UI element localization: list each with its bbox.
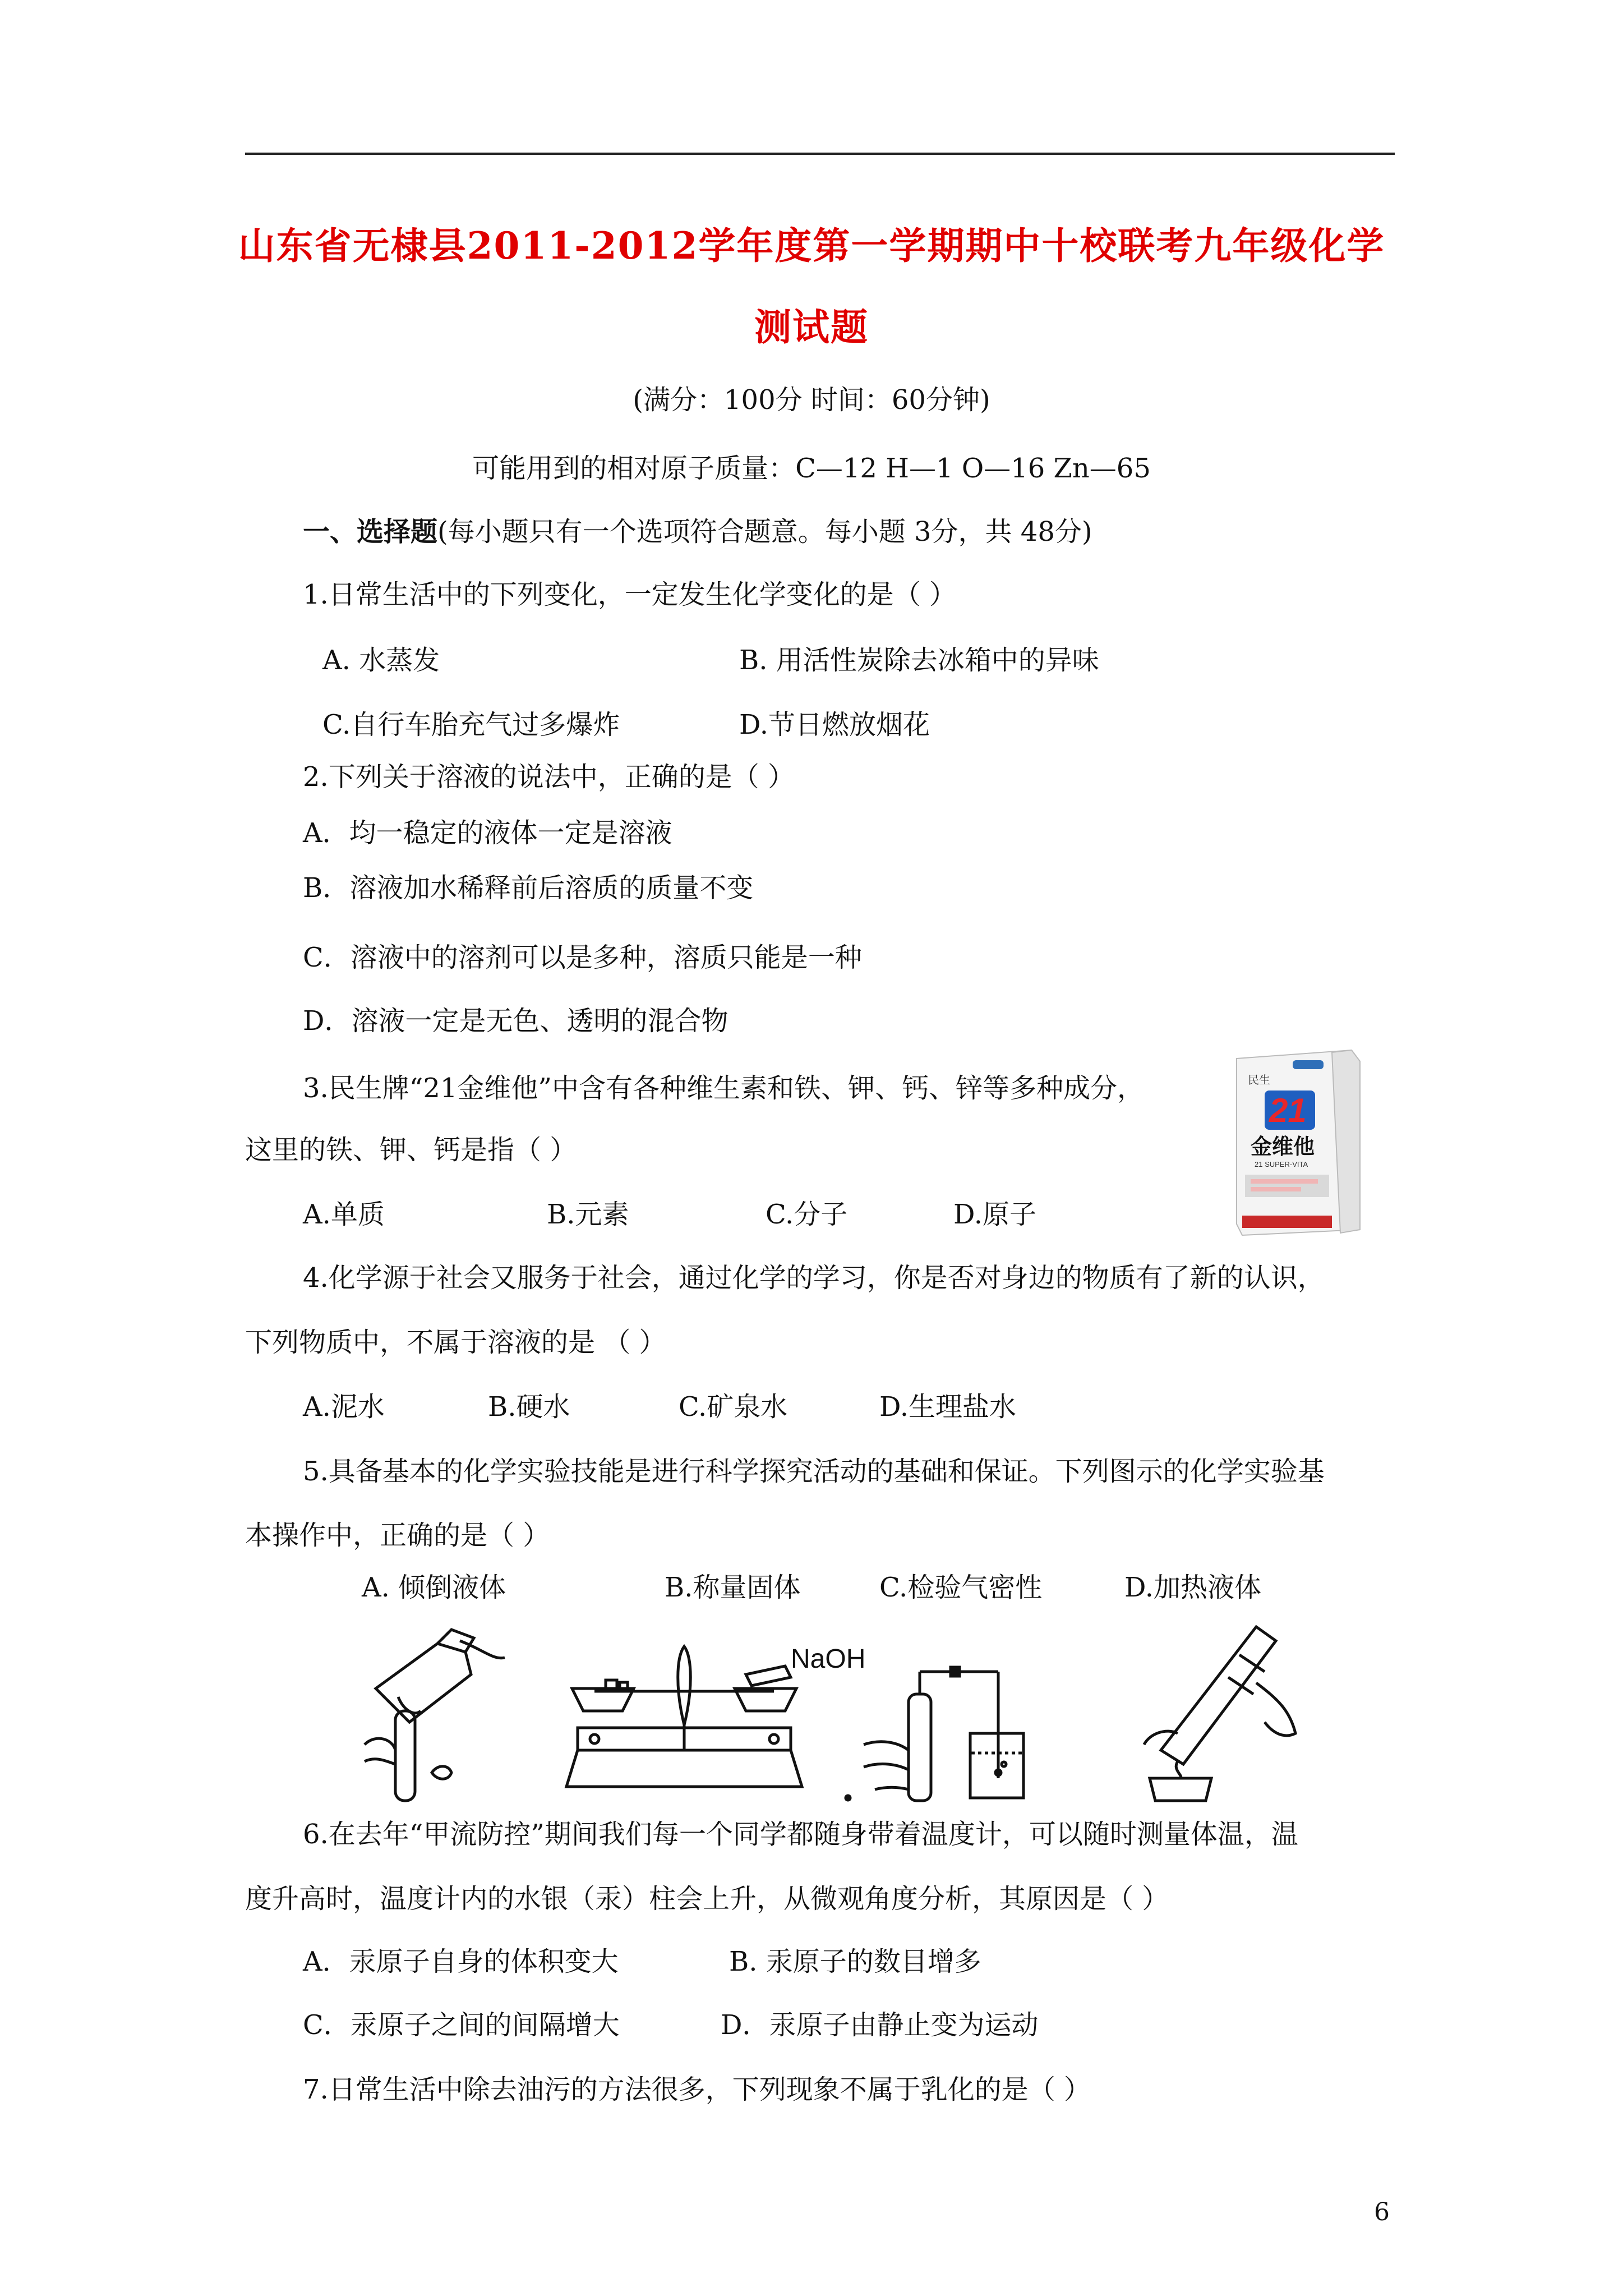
q4-option-d: D.生理盐水 xyxy=(879,1391,1017,1423)
q4-option-b: B.硬水 xyxy=(488,1391,570,1423)
q6-option-d: D．汞原子由静止变为运动 xyxy=(721,2009,1039,2041)
q2-option-a: A．均一稳定的液体一定是溶液 xyxy=(303,817,672,849)
exam-title-line1: 山东省无棣县2011-2012学年度第一学期期中十校联考九年级化学 xyxy=(238,224,1385,268)
figure-pouring-liquid xyxy=(353,1627,522,1806)
figure-weighing-solid xyxy=(561,1635,808,1792)
vitamin-box-sub: 21 SUPER-VITA xyxy=(1255,1160,1308,1168)
q7-stem: 7.日常生活中除去油污的方法很多，下列现象不属于乳化的是（ ） xyxy=(303,2074,1091,2105)
figure-heating-liquid xyxy=(1127,1616,1312,1806)
q6-stem-line2: 度升高时，温度计内的水银（汞）柱会上升，从微观角度分析，其原因是（ ） xyxy=(245,1883,1169,1915)
q1-option-b: B. 用活性炭除去冰箱中的异味 xyxy=(739,645,1099,676)
q5-option-a: A. 倾倒液体 xyxy=(362,1572,506,1603)
q3-option-a: A.单质 xyxy=(303,1199,385,1230)
vitamin-box-number: 21 xyxy=(1269,1092,1307,1129)
q6-option-b: B. 汞原子的数目增多 xyxy=(729,1946,981,1977)
q3-stem-line1: 3.民生牌“21金维他”中含有各种维生素和铁、钾、钙、锌等多种成分， xyxy=(303,1073,1144,1104)
q3-option-d: D.原子 xyxy=(953,1199,1037,1230)
naoh-label: NaOH xyxy=(791,1644,866,1674)
q1-option-d: D.节日燃放烟花 xyxy=(739,709,930,740)
q5-option-c: C.检验气密性 xyxy=(879,1572,1043,1603)
vitamin-box-image xyxy=(1220,1045,1366,1241)
exam-info: (满分：100分 时间：60分钟) xyxy=(633,384,990,416)
q5-stem-line1: 5.具备基本的化学实验技能是进行科学探究活动的基础和保证。下列图示的化学实验基 xyxy=(303,1456,1325,1487)
q3-stem-line2: 这里的铁、钾、钙是指（ ） xyxy=(245,1134,577,1166)
section-note: (每小题只有一个选项符合题意。每小题 3分，共 48分) xyxy=(437,516,1092,547)
section-title: 一、选择题 xyxy=(303,516,438,547)
figure-airtightness-check xyxy=(841,1660,1026,1806)
exam-title-line2: 测试题 xyxy=(754,305,869,349)
vitamin-box-name: 金维他 xyxy=(1251,1134,1315,1159)
q2-option-c: C．溶液中的溶剂可以是多种，溶质只能是一种 xyxy=(303,942,862,973)
q1-option-c: C.自行车胎充气过多爆炸 xyxy=(322,709,620,740)
q2-stem: 2.下列关于溶液的说法中，正确的是（ ） xyxy=(303,761,795,793)
q6-stem-line1: 6.在去年“甲流防控”期间我们每一个同学都随身带着温度计，可以随时测量体温，温 xyxy=(303,1819,1298,1850)
q1-option-a: A. 水蒸发 xyxy=(322,645,440,676)
q4-option-a: A.泥水 xyxy=(303,1391,385,1423)
q5-option-b: B.称量固体 xyxy=(665,1572,801,1603)
q3-option-c: C.分子 xyxy=(766,1199,848,1230)
q4-option-c: C.矿泉水 xyxy=(679,1391,788,1423)
vitamin-box-brand: 民生 xyxy=(1248,1074,1270,1087)
q4-stem-line1: 4.化学源于社会又服务于社会，通过化学的学习，你是否对身边的物质有了新的认识， xyxy=(303,1262,1325,1294)
q6-option-c: C．汞原子之间的间隔增大 xyxy=(303,2009,620,2041)
q2-option-d: D．溶液一定是无色、透明的混合物 xyxy=(303,1005,728,1037)
page-number: 6 xyxy=(1374,2198,1390,2226)
q4-stem-line2: 下列物质中，不属于溶液的是 （ ） xyxy=(245,1327,666,1358)
q3-option-b: B.元素 xyxy=(547,1199,629,1230)
q5-option-d: D.加热液体 xyxy=(1124,1572,1262,1603)
atomic-masses: 可能用到的相对原子质量：C—12 H—1 O—16 Zn—65 xyxy=(472,453,1151,484)
section-heading xyxy=(303,515,1092,549)
q2-option-b: B．溶液加水稀释前后溶质的质量不变 xyxy=(303,872,754,904)
q5-stem-line2: 本操作中，正确的是（ ） xyxy=(245,1520,550,1551)
q6-option-a: A．汞原子自身的体积变大 xyxy=(303,1946,619,1977)
q1-stem: 1.日常生活中的下列变化，一定发生化学变化的是（ ） xyxy=(303,579,957,610)
header-rule xyxy=(245,153,1395,155)
